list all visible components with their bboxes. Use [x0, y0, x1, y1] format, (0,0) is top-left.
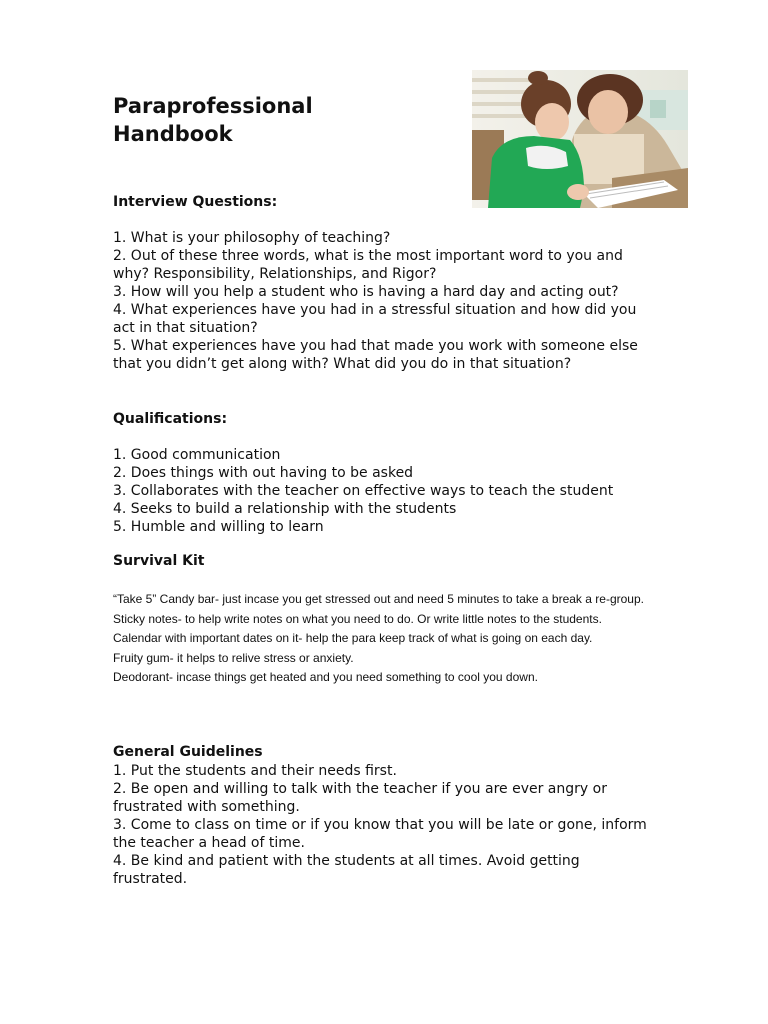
general-guidelines-heading: General Guidelines: [113, 744, 263, 760]
list-item: Calendar with important dates on it- help the para keep track of what is going on each day.: [113, 631, 593, 646]
list-item: 1. Put the students and their needs first.: [113, 763, 397, 779]
teacher-helping-student-photo: [472, 70, 688, 208]
list-item: 1. Good communication: [113, 447, 281, 463]
title-line-2: Handbook: [113, 122, 233, 146]
list-item: 3. Come to class on time or if you know that you will be late or gone, inform the teacher a head of time.: [113, 817, 647, 851]
interview-list: [113, 229, 658, 373]
list-item: 2. Be open and willing to talk with the teacher if you are ever angry or frustrated with something.: [113, 781, 607, 815]
list-item: 4. Be kind and patient with the students at all times. Avoid getting frustrated.: [113, 853, 580, 887]
list-item: 2. Out of these three words, what is the most important word to you and why? Responsibility, Relationships, and Rigor?: [113, 248, 623, 282]
qualifications-list: [113, 446, 658, 536]
list-item: Sticky notes- to help write notes on what you need to do. Or write little notes to the students.: [113, 611, 602, 626]
general-guidelines-list: [113, 762, 658, 888]
list-item: 5. Humble and willing to learn: [113, 519, 324, 535]
page-title: [113, 92, 453, 148]
survival-kit-list: [113, 590, 653, 688]
list-item: 3. Collaborates with the teacher on effective ways to teach the student: [113, 483, 614, 499]
survival-kit-heading: Survival Kit: [113, 553, 205, 569]
list-item: 4. Seeks to build a relationship with the students: [113, 501, 457, 517]
list-item: 4. What experiences have you had in a stressful situation and how did you act in that situation?: [113, 302, 637, 336]
interview-heading: Interview Questions:: [113, 194, 278, 210]
list-item: 3. How will you help a student who is having a hard day and acting out?: [113, 284, 619, 300]
list-item: “Take 5” Candy bar- just incase you get stressed out and need 5 minutes to take a break a re-group.: [113, 592, 644, 606]
list-item: 5. What experiences have you had that made you work with someone else that you didn’t get along with? What did you do in that situation?: [113, 338, 638, 372]
title-line-1: Paraprofessional: [113, 94, 313, 118]
list-item: Deodorant- incase things get heated and you need something to cool you down.: [113, 670, 538, 685]
list-item: 1. What is your philosophy of teaching?: [113, 230, 391, 246]
qualifications-heading: Qualifications:: [113, 411, 228, 427]
list-item: 2. Does things with out having to be asked: [113, 465, 414, 481]
list-item: Fruity gum- it helps to relive stress or anxiety.: [113, 650, 354, 665]
